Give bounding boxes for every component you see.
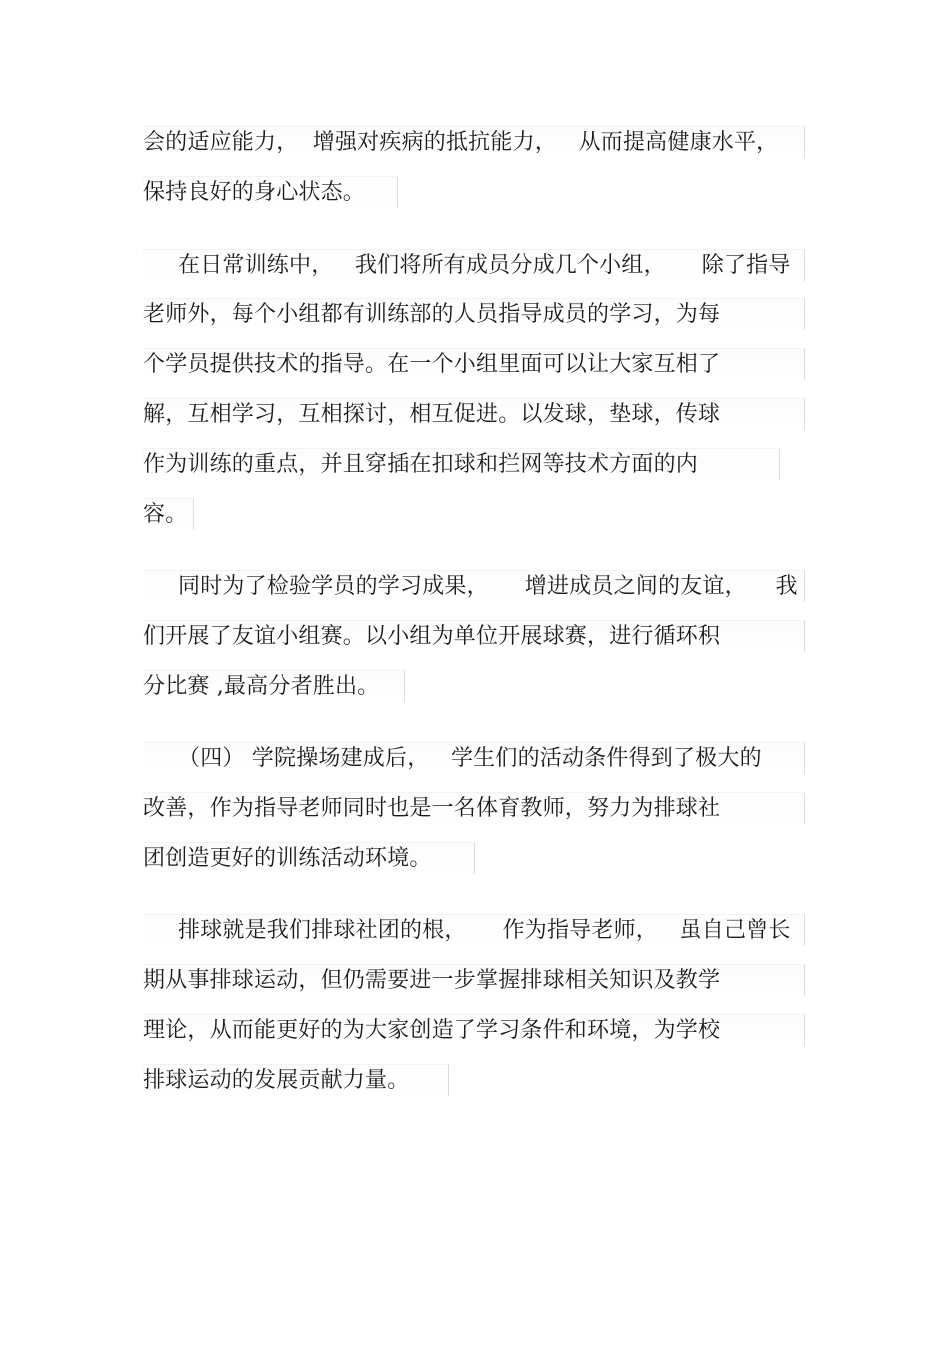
text-line: 期从事排球运动，但仍需要进一步掌握排球相关知识及教学: [143, 964, 805, 996]
text-line: 排球运动的发展贡献力量。: [143, 1064, 449, 1096]
text-line: 在日常训练中， 我们将所有成员分成几个小组， 除了指导: [143, 249, 805, 281]
text-line: 容。: [143, 498, 194, 530]
text-line: 同时为了检验学员的学习成果， 增进成员之间的友谊， 我: [143, 570, 805, 602]
text-line: 改善，作为指导老师同时也是一名体育教师，努力为排球社: [143, 792, 805, 824]
text-line: 会的适应能力， 增强对疾病的抵抗能力， 从而提高健康水平，: [143, 126, 805, 158]
text-line: 们开展了友谊小组赛。以小组为单位开展球赛，进行循环积: [143, 620, 805, 652]
text-line: 分比赛 ,最高分者胜出。: [143, 670, 405, 702]
text-line: （四） 学院操场建成后， 学生们的活动条件得到了极大的: [143, 742, 805, 774]
text-line: 老师外，每个小组都有训练部的人员指导成员的学习，为每: [143, 298, 805, 330]
text-line: 排球就是我们排球社团的根， 作为指导老师， 虽自己曾长: [143, 914, 805, 946]
text-line: 保持良好的身心状态。: [143, 176, 398, 208]
text-line: 解，互相学习，互相探讨，相互促进。以发球，垫球，传球: [143, 398, 805, 430]
text-line: 作为训练的重点，并且穿插在扣球和拦网等技术方面的内: [143, 448, 780, 480]
text-line: 团创造更好的训练活动环境。: [143, 842, 475, 874]
text-line: 理论，从而能更好的为大家创造了学习条件和环境，为学校: [143, 1014, 805, 1046]
text-line: 个学员提供技术的指导。在一个小组里面可以让大家互相了: [143, 348, 805, 380]
